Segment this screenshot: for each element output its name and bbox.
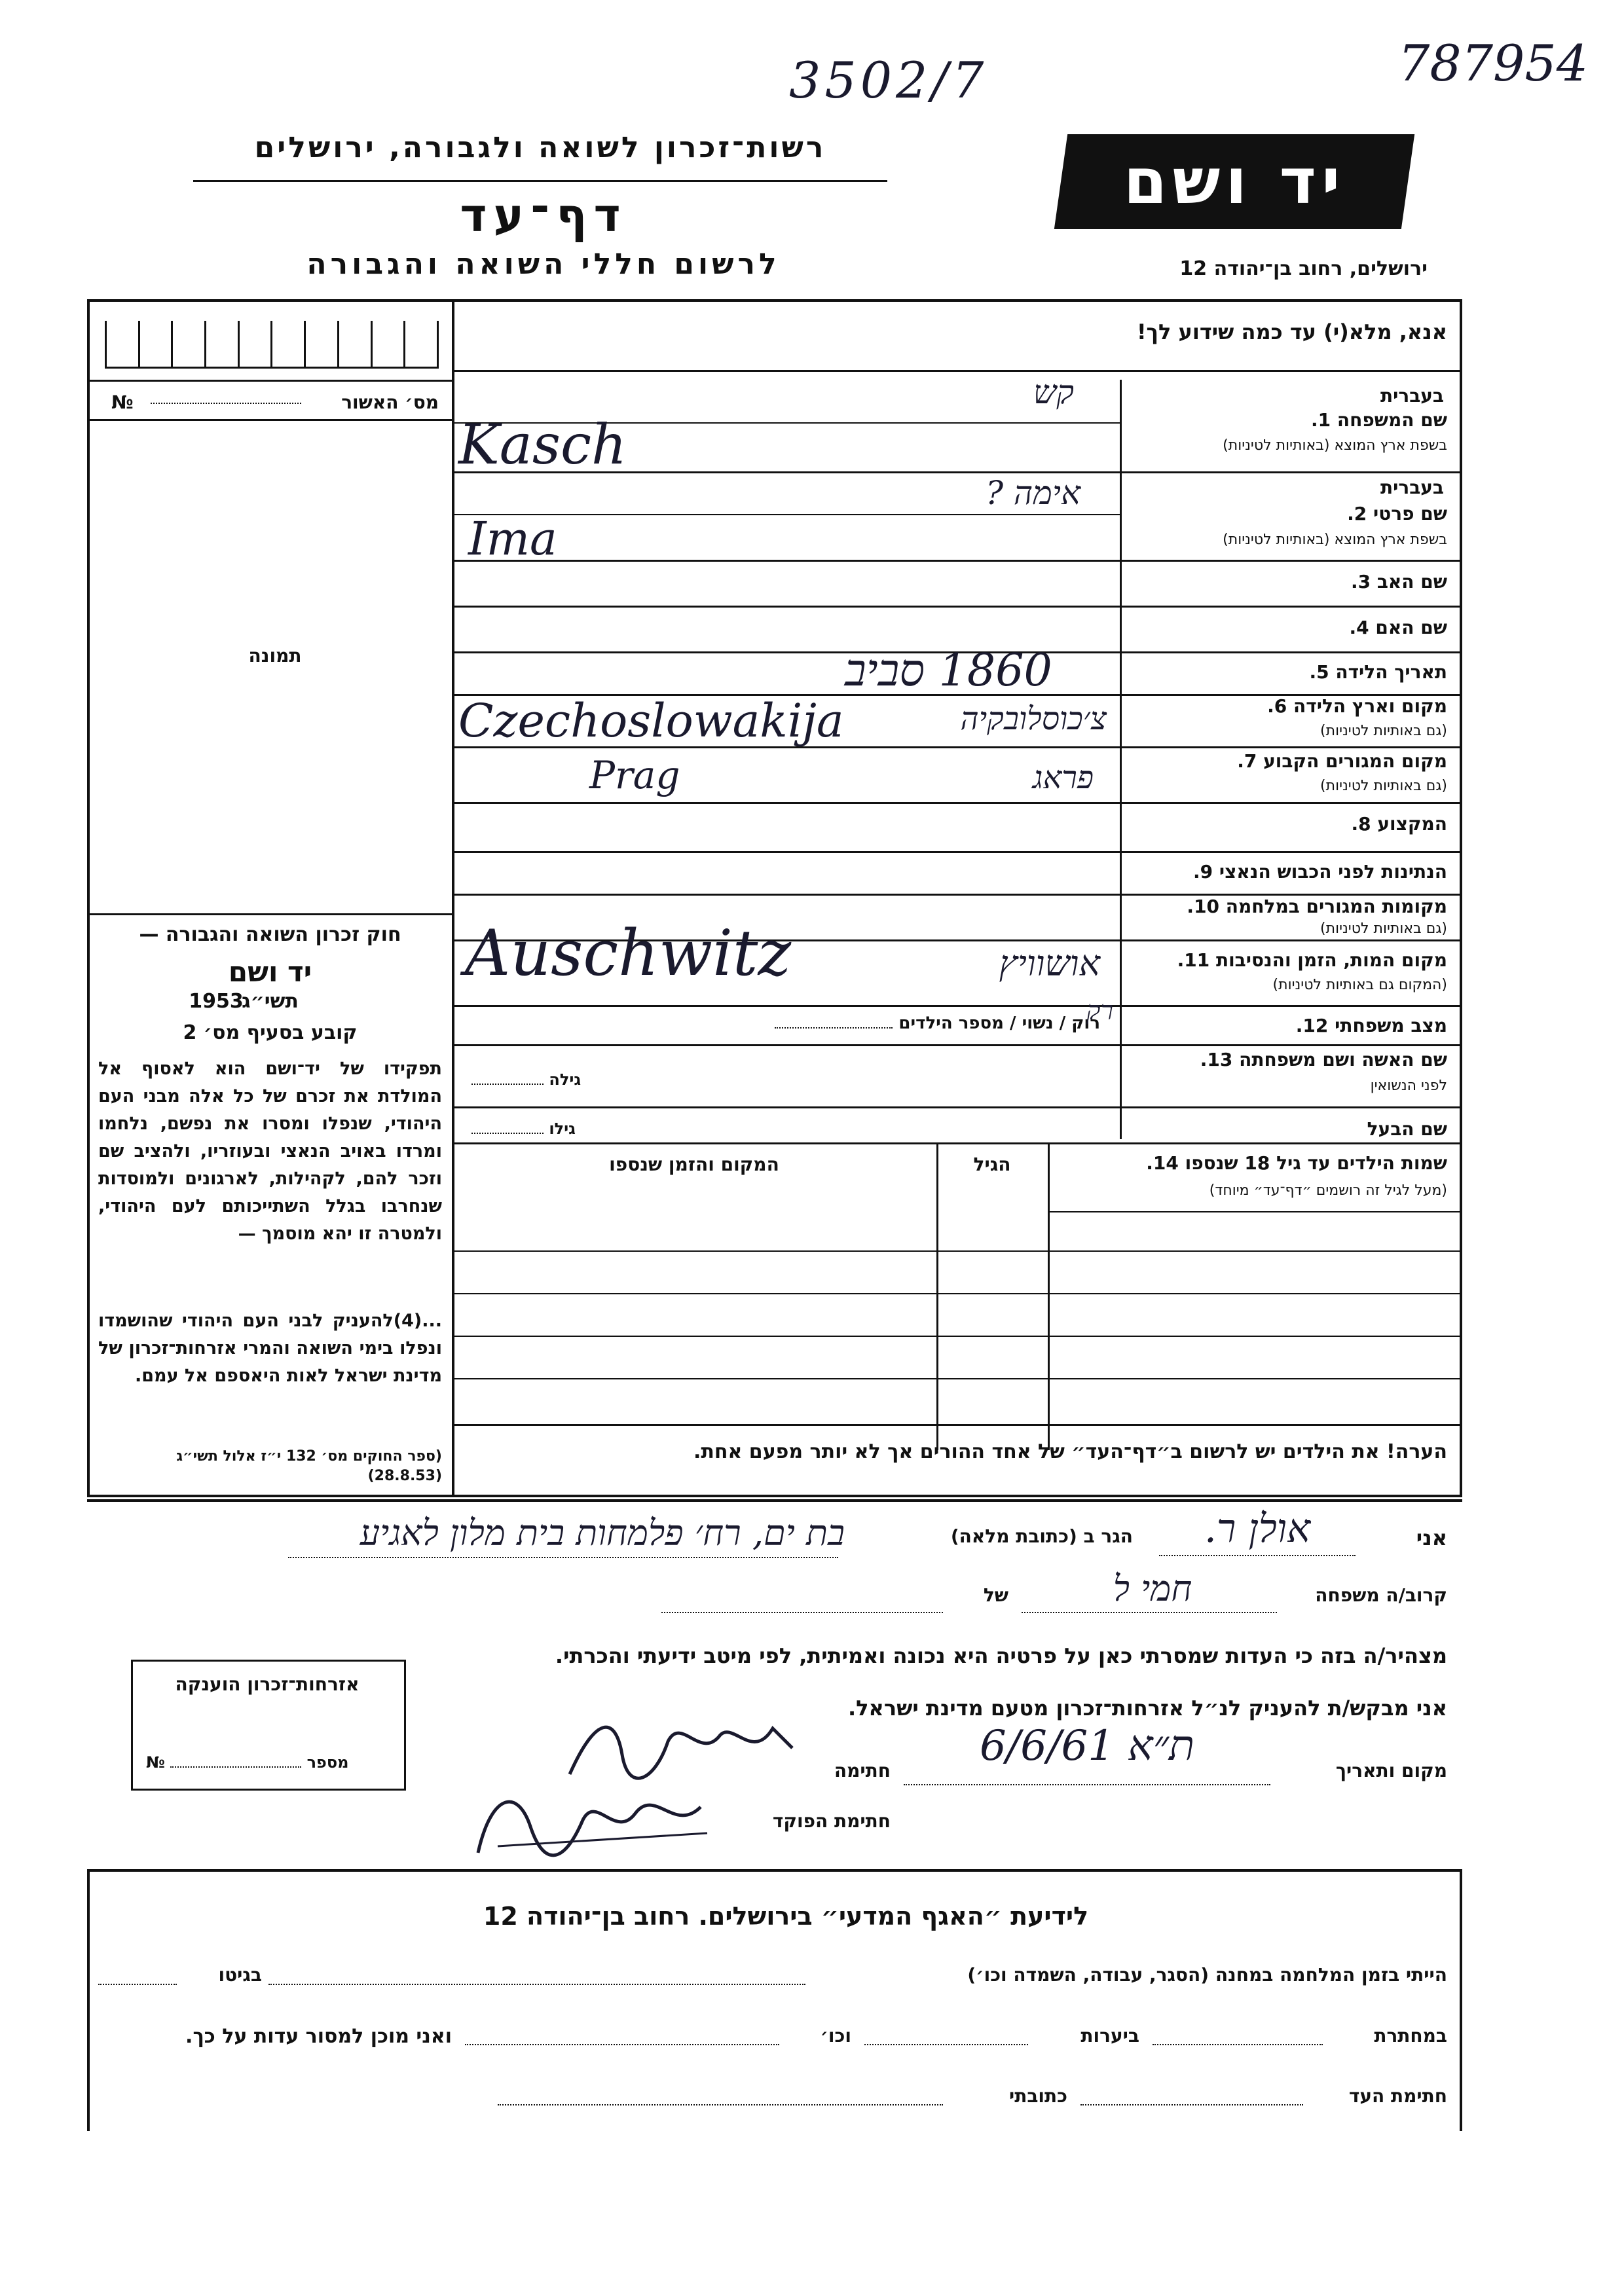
husband-age: גילו bbox=[471, 1120, 576, 1138]
field-2-value: Ima bbox=[468, 512, 557, 566]
field-1-hebrew-value: קש bbox=[1033, 373, 1074, 411]
law-body-2: ...(4)להעניק לבני העם היהודי שהושמדו ונפלו בימי השואה והמרי אזרחות־זכרון של מדינת ישראל לאות היאספם אל עמם. bbox=[98, 1311, 442, 1386]
footer-title: לידיעת ״האגף המדעי״ בירושלים. רחוב בן־יהודה 12 bbox=[483, 1902, 1089, 1931]
footer-forests: ביערות bbox=[1080, 2025, 1139, 2047]
law-logo: יד ושם bbox=[228, 956, 312, 988]
field-2-label: שם פרטי 2. bbox=[1347, 503, 1447, 524]
husband-label: שם הבעל bbox=[1367, 1118, 1447, 1140]
yad-vashem-logo bbox=[1054, 134, 1414, 229]
declarant-address: בת ים, רח׳ פלמחות בית מלון לאגיע bbox=[360, 1512, 845, 1554]
field-13-sub: לפני הנשואין bbox=[1370, 1078, 1447, 1094]
citizenship-request: אני מבקש/ת להעניק לנ״ל אזרחות־זכרון מטעם מדינת ישראל. bbox=[848, 1696, 1447, 1721]
footer-underground: במחתרת bbox=[1374, 2025, 1447, 2047]
residing-label: הגר ב (כתובת מלאה) bbox=[950, 1525, 1133, 1547]
citizenship-box-number: № מספר bbox=[146, 1753, 349, 1772]
photo-label: תמונה bbox=[248, 645, 302, 666]
field-11-label: מקום המות, הזמן והנסיבות 11. bbox=[1177, 949, 1447, 971]
field-6-sub: (גם באותיות לטיניות) bbox=[1320, 723, 1447, 739]
field-8-label: המקצוע 8. bbox=[1351, 813, 1447, 835]
footer-witness-signature: חתימת העד bbox=[1348, 2085, 1447, 2107]
footer-ready: ואני מוכן למסור עדות על כך. bbox=[185, 2025, 452, 2048]
citizenship-box bbox=[131, 1660, 406, 1791]
field-9-label: הנתינות לפני הכבוש הנאצי 9. bbox=[1193, 861, 1447, 883]
children-sub: (מעל לגיל זה רושמים ״דף־עד״ מיוחד) bbox=[1209, 1182, 1447, 1199]
field-4-label: שם האם 4. bbox=[1349, 617, 1447, 638]
logo-text: יד ושם bbox=[1123, 145, 1346, 218]
field-12-label: מצב משפחתי 12. bbox=[1295, 1015, 1447, 1036]
relation-label: קרוב/ה משפחה bbox=[1315, 1584, 1447, 1606]
officer-signature-label: חתימת הפוקד bbox=[772, 1810, 891, 1832]
approval-number-symbol: № bbox=[111, 392, 134, 413]
place-date-label: מקום ותאריך bbox=[1335, 1760, 1447, 1781]
footer-camp-line: הייתי בזמן המלחמה במחנה (הסגר, עבודה, השמדה וכו׳) bbox=[967, 1964, 1447, 1986]
law-reference: (ספר החוקים מס׳ 132 י״ז אלול תשי״ג (28.8.53) bbox=[176, 1448, 442, 1484]
field-11-value: Auschwitz bbox=[465, 917, 792, 990]
law-body-1: תפקידו של יד־ושם הוא לאסוף אל המולדת את זכרם של כל אלה מבני העם היהודי, שנפלו ומסרו את נפשם, נלחמו ומרדו באויב הנאצי ובעוזריו, ולהציב שם וזכר להם, לקהילות, לארגונים ולמוסדות שנחרבו בגלל השתייכותם לעם היהודי, ולמטרה זו יהא מוסמך — bbox=[98, 1059, 442, 1244]
law-title: חוק זכרון השואה והגבורה — bbox=[139, 923, 401, 946]
registration-ticks bbox=[105, 321, 439, 369]
in-hebrew-label-1: בעברית bbox=[1380, 385, 1444, 407]
field-11-sub: (המקום גם באותיות לטיניות) bbox=[1272, 977, 1447, 993]
declaration-statement: מצהיר/ה בזה כי העדות שמסרתי כאן על פרטיה היא נכונה ואמיתית, לפי מיטב ידיעתי והכרתי. bbox=[555, 1643, 1447, 1668]
header-address: ירושלים, רחוב בן־יהודה 12 bbox=[1179, 257, 1428, 280]
labels-divider bbox=[1120, 380, 1122, 1139]
children-label: שמות הילדים עד גיל 18 שנספו 14. bbox=[1146, 1152, 1447, 1174]
authority-name: רשות־זכרון לשואה ולגבורה, ירושלים bbox=[254, 131, 826, 164]
field-1-label: שם המשפחה 1. bbox=[1311, 409, 1447, 431]
field-11-hebrew-value: אושוויץ bbox=[999, 943, 1100, 984]
footer-ghetto: בגיטו bbox=[218, 1964, 262, 1986]
field-5-value: 1860 סביב bbox=[845, 645, 1052, 697]
of-label: של bbox=[983, 1584, 1008, 1606]
children-note: הערה! את הילדים יש לרשום ב״דף־העד״ של אחד ההורים אך לא יותר מפעם אחת. bbox=[693, 1440, 1447, 1463]
marital-status-options: רוק / נשוי / מספר הילדים bbox=[733, 1013, 1100, 1033]
field-7-hebrew-value: פראג bbox=[1032, 759, 1094, 796]
citizenship-box-title: אזרחות־זכרון הוענקה bbox=[175, 1673, 360, 1695]
approval-label: מס׳ האשור bbox=[341, 392, 439, 413]
law-clause: קובע בסעיף מס׳ 2 bbox=[183, 1021, 358, 1044]
field-7-label: מקום המגורים הקבוע 7. bbox=[1237, 750, 1447, 772]
place-date-value: ת״א 6/6/61 bbox=[979, 1722, 1195, 1770]
field-6-value: Czechoslowakija bbox=[458, 694, 844, 748]
field-6-label: מקום וארץ הלידה 6. bbox=[1267, 695, 1447, 717]
footer-address-label: כתובתי bbox=[1008, 2085, 1067, 2107]
fill-instruction: אנא, מלא(י) עד כמה שידוע לך! bbox=[1136, 319, 1447, 344]
relation-value: חמי ל bbox=[1113, 1568, 1192, 1609]
field-6-hebrew-value: צ׳כוסלובקיה bbox=[960, 701, 1107, 737]
children-col-place: המקום והזמן שנספו bbox=[609, 1154, 779, 1175]
field-13-label: שם האשה ושם משפחתה 13. bbox=[1200, 1049, 1447, 1070]
handwritten-code: 787954 bbox=[1398, 34, 1589, 92]
law-year-hebrew: תשי״ג bbox=[242, 990, 299, 1013]
field-3-label: שם האב 3. bbox=[1350, 571, 1447, 592]
field-2-sub: בשפת ארץ המוצא (באותיות לטיניות) bbox=[1223, 532, 1447, 548]
field-2-hebrew-value: אימה ? bbox=[986, 474, 1080, 512]
file-number: 3502/7 bbox=[789, 51, 988, 109]
field-1-sub: בשפת ארץ המוצא (באותיות לטיניות) bbox=[1223, 437, 1447, 454]
in-hebrew-label-2: בעברית bbox=[1380, 477, 1444, 498]
left-column-divider bbox=[452, 299, 454, 1497]
declarant-name: אולן ר. bbox=[1204, 1506, 1311, 1552]
field-10-label: מקומות המגורים במלחמה 10. bbox=[1187, 896, 1447, 917]
form-subtitle: לרשום חללי השואה והגבורה bbox=[306, 247, 781, 281]
wife-age: גילה bbox=[471, 1070, 581, 1089]
field-10-sub: (גם באותיות לטיניות) bbox=[1320, 920, 1447, 937]
field-7-value: Prag bbox=[589, 753, 680, 797]
field-7-sub: (גם באותיות לטיניות) bbox=[1320, 778, 1447, 794]
officer-signature bbox=[458, 1768, 720, 1872]
field-5-label: תאריך הלידה 5. bbox=[1309, 661, 1447, 683]
signature-label: חתימה bbox=[834, 1760, 891, 1781]
footer-etc: וכו׳ bbox=[820, 2025, 851, 2047]
declarant-i: אני bbox=[1416, 1525, 1447, 1550]
header-rule bbox=[193, 180, 887, 182]
field-1-value: Kasch bbox=[458, 412, 627, 477]
marital-status-hand: רק bbox=[1086, 996, 1113, 1026]
form-title: דף־עד bbox=[460, 189, 627, 242]
children-col-age: הגיל bbox=[973, 1154, 1011, 1175]
approval-number-line bbox=[151, 403, 301, 404]
law-year: 1953 bbox=[189, 990, 244, 1013]
